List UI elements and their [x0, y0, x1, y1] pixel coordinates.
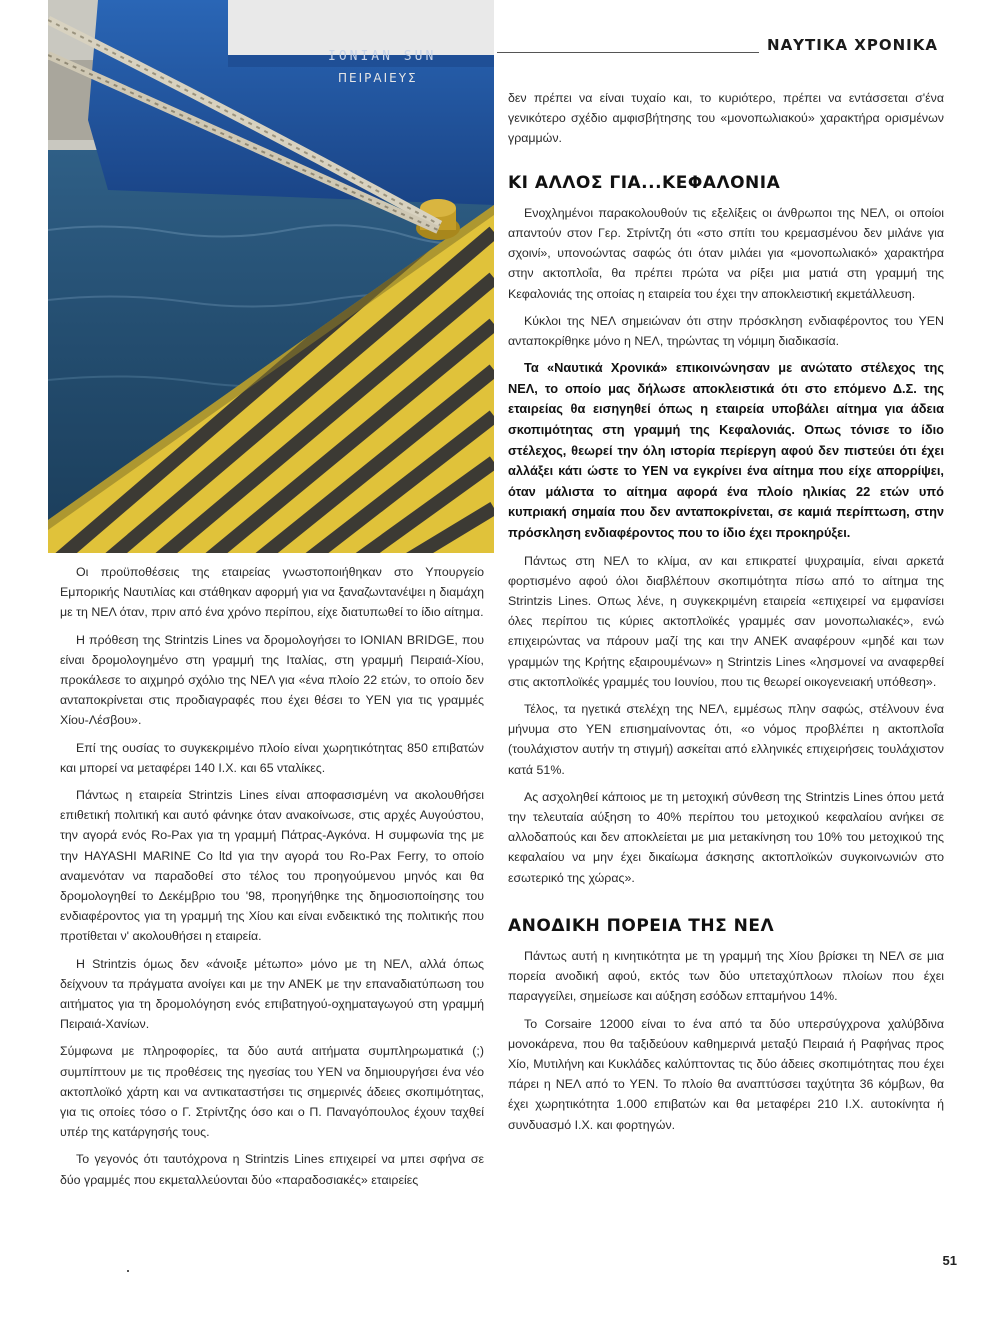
paragraph: Η πρόθεση της Strintzis Lines να δρομολογήσει το IONIAN BRIDGE, που είναι δρομολογημένο στη γραμμή της Ιταλίας, στη γραμμή Πειραιά-Χίου, προκάλεσε το αιχμηρό σχόλιο της ΝΕΛ για «ένα πλοίο 22 ετών, το οποίο δεν ανταποκρίνεται στις προδιαγραφές που έχει θέσει το ΥΕΝ για τις γραμμές Χίου-Λέσβου».: [60, 632, 484, 728]
section-title: ΝΑΥΤΙΚΑ ΧΡΟΝΙΚΑ: [767, 36, 938, 54]
page-number: 51: [942, 1253, 957, 1268]
paragraph: Κύκλοι της ΝΕΛ σημειώναν ότι στην πρόσκληση ενδιαφέροντος του ΥΕΝ ανταποκρίθηκε μόνο η ΝΕΛ, τηρώντας τη νόμιμη διαδικασία.: [508, 313, 944, 349]
ship-name-text: IONIAN SUN: [328, 49, 437, 64]
paragraph: Σύμφωνα με πληροφορίες, τα δύο αυτά αιτήματα συμπληρωματικά (;) συμπίπτουν με τις προθέσεις της ηγεσίας του ΥΕΝ να δημιουργήσει ένα νέο ακτοπλοϊκό χάρτη και να αντικαταστήσει τις σημερινές άδειες σκοπιμότητας, για τις οποίες τόσο ο Γ. Στρίντζης όσο και ο Π. Παναγόπουλος έχουν ταχθεί υπέρ της κατάργησής τους.: [60, 1044, 484, 1140]
left-column: [60, 562, 484, 1197]
ship-port-text: ΠΕΙΡΑΙΕΥΣ: [338, 71, 418, 85]
bold-paragraph: Τα «Ναυτικά Χρονικά» επικοινώνησαν με ανώτατο στέλεχος της ΝΕΛ, το οποίο μας δήλωσε αποκλειστικά ότι στο επόμενο Δ.Σ. της εταιρείας θα εισηγηθεί όπως η εταιρεία υποβάλει αίτημα για άδεια σκοπιμότητας στη γραμμή της Κεφαλονιάς. Οπως τόνισε το ίδιο στέλεχος, θεωρεί την όλη ιστορία περίεργη αφού δεν πιστεύει ότι έχει αλλάξει κάτι ώστε το ΥΕΝ να εγκρίνει ένα αίτημα που είχε απορρίψει, όταν μάλιστα το αίτημα αφορά ένα πλοίο ηλικίας 22 ετών υπό κυπριακή σημαία που δεν ανταποκρίνεται, σε καμιά περίπτωση, στην πρόσκληση ενδιαφέροντος που το ίδιο έχει προκηρύξει.: [508, 360, 944, 540]
paragraph: Πάντως αυτή η κινητικότητα με τη γραμμή της Χίου βρίσκει τη ΝΕΛ σε μια πορεία ανοδική αφού, εκτός των δύο υπεταχύπλοων πλοίων που έχει παραγγείλει, σημείωσε και αύξηση εσόδων επταμήνου 14%.: [508, 949, 944, 1004]
subheading-kefalonia: ΚΙ ΑΛΛΟΣ ΓΙΑ...ΚΕΦΑΛΟΝΙΑ: [508, 172, 781, 193]
paragraph: Οι προϋποθέσεις της εταιρείας γνωστοποιήθηκαν στο Υπουργείο Εμπορικής Ναυτιλίας και στάθηκαν αφορμή για να ξαναζωντανέψει η διαμάχη με τη ΝΕΛ όταν, πριν από ένα χρόνο περίπου, είχε διατυπωθεί το ίδιο αίτημα.: [60, 565, 484, 620]
paragraph: Πάντως στη ΝΕΛ το κλίμα, αν και επικρατεί ψυχραιμία, είναι αρκετά φορτισμένο αφού όλοι διαβλέπουν σκοπιμότητα πίσω από το αίτημα της Strintzis Lines. Οπως λένε, η συγκεκριμένη εταιρεία «επιχειρεί να εμφανίσει όλες περίπου τις κύριες ακτοπλοϊκές γραμμές σαν μονοπωλιακές», ενώ επιχειρώντας να πάρουν μαζί της και την ΑΝΕΚ αναφέρουν «μηδέ και των γραμμών της Κρήτης εξαιρουμένων» η Strintzis Lines «λησμονεί να αναφερθεί στις ακτοπλοϊκές γραμμές του Ιουνίου, που τις θεωρεί οικογενειακή υπόθεση».: [508, 553, 944, 689]
paragraph: δεν πρέπει να είναι τυχαίο και, το κυριότερο, πρέπει να εντάσσεται σ'ένα γενικότερο σχέδιο αμφισβήτησης του «μονοπωλιακού» χαρακτήρα ορισμένων γραμμών.: [508, 91, 944, 146]
paragraph: Ενοχλημένοι παρακολουθούν τις εξελίξεις οι άνθρωποι της ΝΕΛ, οι οποίοι απαντούν στον Γερ. Στρίντζη ότι «στο σπίτι του κρεμασμένου δεν μιλάνε για σχοινί», υπονοώντας σαφώς ότι όταν μιλάει για «μονοπωλιακό» χαρακτήρα στην ακτοπλοΐα, θα πρέπει πρώτα να ρίξει μια ματιά στη γραμμή της Κεφαλονιάς της οποίας η εταιρεία του έχει την αποκλειστική εκμετάλλευση.: [508, 205, 944, 301]
subheading-nel: ΑΝΟΔΙΚΗ ΠΟΡΕΙΑ ΤΗΣ ΝΕΛ: [508, 915, 775, 936]
paragraph: Επί της ουσίας το συγκεκριμένο πλοίο είναι χωρητικότητας 850 επιβατών και μπορεί να μεταφέρει 140 Ι.Χ. και 65 νταλίκες.: [60, 740, 484, 775]
paragraph: Πάντως η εταιρεία Strintzis Lines είναι αποφασισμένη να ακολουθήσει επιθετική πολιτική και αυτό φάνηκε όταν ανακοίνωσε, στις αρχές Αυγούστου, την αγορά ενός Ro-Pax για τη γραμμή Πάτρας-Αγκόνα. Η συμφωνία της με την HAYASHI MARINE Co ltd για την αγορά του Ro-Pax Ferry, το οποίο αναμενόταν να παραδοθεί στο τέλος του προηγούμενου μηνός και θα δρομολογηθεί το Δεκέμβριο του '98, προηγήθηκε της δημοσιοποίησης του ενδιαφέροντος για τη γραμμή της Χίου και είναι ενδεικτικό της πολιτικής που προτίθεται ν' ακολουθήσει η εταιρεία.: [60, 788, 484, 944]
paragraph: Το γεγονός ότι ταυτόχρονα η Strintzis Lines επιχειρεί να μπει σφήνα σε δύο γραμμές που εκμεταλλεύονται δύο «παραδοσιακές» εταιρείες: [60, 1152, 484, 1187]
paragraph: Το Corsaire 12000 είναι το ένα από τα δύο υπερσύγχρονα χαλύβδινα μονοκάρενα, που θα ταξιδεύουν καθημερινά μεταξύ Πειραιά ή Ραφήνας προς Χίο, Μυτιλήνη και Κυκλάδες καλύπτοντας τις δύο άδειες σκοπιμότητας που έχει πάρει η ΝΕΛ από το ΥΕΝ. Το πλοίο θα αναπτύσσει ταχύτητα 36 κόμβων, θα έχει χωρητικότητα 1.000 επιβατών και θα μεταφέρει 210 Ι.Χ. αυτοκίνητα ή συνδυασμό Ι.Χ. και φορτηγών.: [508, 1016, 944, 1132]
print-speck: [127, 1270, 129, 1272]
header-rule: [497, 52, 759, 53]
paragraph: Τέλος, τα ηγετικά στελέχη της ΝΕΛ, εμμέσως πλην σαφώς, στέλνουν ένα μήνυμα στο ΥΕΝ επισημαίνοντας ότι, «ο νόμος προβλέπει η ακτοπλοΐα (τουλάχιστον αυτήν τη στιγμή) ασκείται από ελληνικές επιχειρήσεις τουλάχιστον κατά 51%.: [508, 702, 944, 777]
paragraph: Η Strintzis όμως δεν «άνοιξε μέτωπο» μόνο με τη ΝΕΛ, αλλά όπως δείχνουν τα πράγματα ανοίγει και με την ΑΝΕΚ με την επαναδιατύπωση του αιτήματος για τη δρομολόγηση ενός επιβατηγού-οχηματαγωγού στη γραμμή Πειραιά-Χανίων.: [60, 956, 484, 1032]
paragraph: Ας ασχοληθεί κάποιος με τη μετοχική σύνθεση της Strintzis Lines όπου μετά την τελευταία αύξηση το 40% περίπου του μετοχικού κεφαλαίου ανήκει σε αλλοδαπούς και δεν αποκλείεται με μια μετακίνηση του 10% του μετοχικού της κεφαλαίου να μην έχει δικαίωμα άσκησης ακτοπλοϊκών συγκοινωνιών στο εσωτερικό της χώρας».: [508, 789, 944, 885]
right-column: [508, 88, 944, 1142]
harbor-photo: [48, 0, 494, 553]
